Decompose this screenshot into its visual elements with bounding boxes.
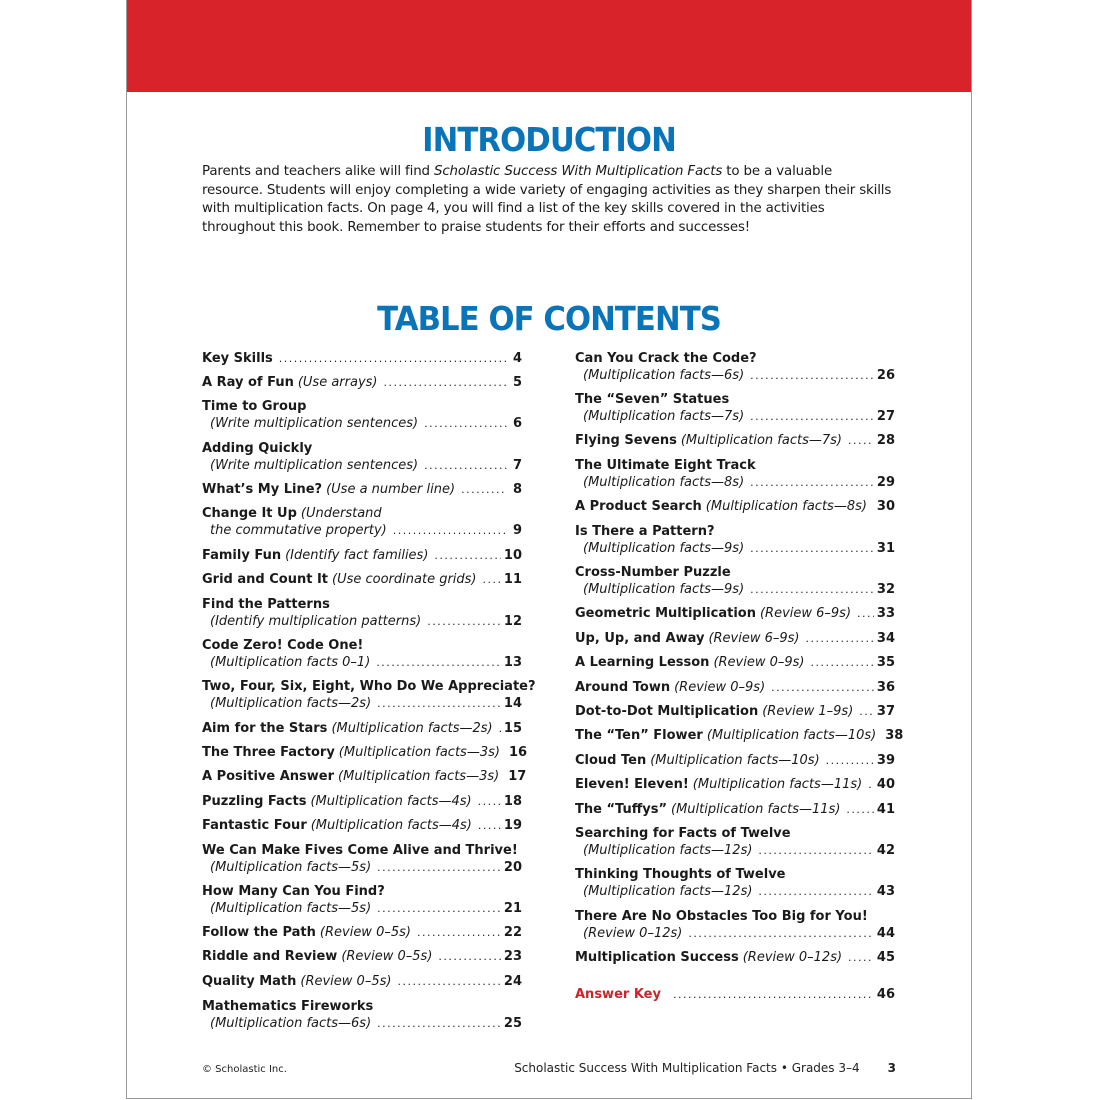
toc-entry[interactable] xyxy=(202,768,527,785)
toc-entry-line xyxy=(202,883,522,900)
toc-entry-page: 43 xyxy=(876,884,895,899)
toc-entry[interactable] xyxy=(202,720,522,737)
toc-entry[interactable] xyxy=(575,457,895,491)
dot-leader xyxy=(857,605,874,622)
toc-entry-line xyxy=(575,523,895,540)
toc-entry-title: A Positive Answer xyxy=(202,769,335,784)
toc-entry-page: 13 xyxy=(503,655,522,670)
toc-entry-page: 15 xyxy=(503,721,522,736)
toc-entry[interactable] xyxy=(575,498,895,515)
toc-entry[interactable] xyxy=(202,505,522,539)
toc-entry-description: (Multiplication facts—4s) xyxy=(310,794,472,809)
toc-entry-page: 46 xyxy=(876,987,895,1002)
toc-entry-description: (Review 0–12s) xyxy=(742,950,843,965)
dot-leader xyxy=(483,571,501,588)
toc-entry-title: Can You Crack the Code? xyxy=(575,351,757,366)
toc-entry-title: We Can Make Fives Come Alive and Thrive! xyxy=(202,843,518,858)
toc-entry[interactable] xyxy=(202,481,522,498)
dot-leader xyxy=(424,415,507,432)
toc-entry-description: (Multiplication facts—6s) xyxy=(583,368,745,383)
toc-entry-title: The Three Factory xyxy=(202,745,335,760)
toc-entry-description: (Multiplication facts—10s) xyxy=(650,753,820,768)
page-footer xyxy=(514,1061,896,1075)
toc-entry-description: (Use coordinate grids) xyxy=(332,572,477,587)
dot-leader xyxy=(846,801,873,818)
toc-entry-line xyxy=(575,801,895,818)
dot-leader xyxy=(806,630,874,647)
toc-entry-line xyxy=(575,564,895,581)
toc-entry-description: (Multiplication facts—12s) xyxy=(583,843,753,858)
toc-entry-line xyxy=(575,703,895,720)
toc-entry-line xyxy=(202,481,522,498)
toc-entry-line xyxy=(575,679,895,696)
toc-entry-line xyxy=(202,678,536,695)
toc-entry-title: Geometric Multiplication xyxy=(575,606,756,621)
toc-entry-page: 19 xyxy=(503,818,522,833)
toc-entry-line xyxy=(575,630,895,647)
toc-entry-page: 29 xyxy=(876,475,895,490)
toc-entry-page: 38 xyxy=(885,728,904,743)
dot-leader xyxy=(848,949,874,966)
toc-entry-title: Up, Up, and Away xyxy=(575,631,705,646)
toc-entry-line xyxy=(202,859,522,876)
toc-entry-title: A Product Search xyxy=(575,499,702,514)
toc-entry-title: Multiplication Success xyxy=(575,950,739,965)
toc-entry-description: (Multiplication facts—5s) xyxy=(210,901,372,916)
toc-entry-line xyxy=(202,973,522,990)
toc-entry-line xyxy=(575,825,895,842)
toc-entry[interactable] xyxy=(575,866,895,900)
dot-leader xyxy=(771,679,874,696)
toc-entry-description: (Multiplication facts—7s) xyxy=(680,433,842,448)
toc-entry-description: (Review 0–5s) xyxy=(300,974,392,989)
toc-entry-line xyxy=(575,350,895,367)
toc-entry-page: 28 xyxy=(876,433,895,448)
dot-leader xyxy=(434,547,501,564)
toc-entry-line xyxy=(575,727,904,744)
toc-entry-line xyxy=(202,457,522,474)
toc-entry-description: (Multiplication facts—5s) xyxy=(210,860,372,875)
toc-entry-description: (Review 0–5s) xyxy=(319,925,411,940)
dot-leader xyxy=(383,374,507,391)
toc-entry-title: Riddle and Review xyxy=(202,949,338,964)
dot-leader xyxy=(377,900,501,917)
book-title-italic: Scholastic Success With Multiplication Facts xyxy=(433,164,723,179)
toc-entry-line xyxy=(575,883,895,900)
copyright-notice: © Scholastic Inc. xyxy=(202,1064,287,1075)
toc-entry[interactable] xyxy=(202,571,522,588)
toc-entry-line xyxy=(202,900,522,917)
toc-entry-description: (Review 6–9s) xyxy=(759,606,852,621)
toc-entry-title: Two, Four, Six, Eight, Who Do We Appreciate? xyxy=(202,679,536,694)
toc-entry-description: (Review 0–5s) xyxy=(341,949,433,964)
dot-leader xyxy=(397,973,500,990)
toc-entry-line xyxy=(202,998,522,1015)
toc-entry-description: (Multiplication facts—8s) xyxy=(583,475,745,490)
toc-entry[interactable] xyxy=(202,973,522,990)
toc-entry-page: 8 xyxy=(512,482,522,497)
toc-entry-line xyxy=(202,768,527,785)
toc-entry-title: Dot-to-Dot Multiplication xyxy=(575,704,759,719)
toc-entry-title: Family Fun xyxy=(202,548,282,563)
toc-entry-description: (Multiplication facts—8s) xyxy=(705,499,867,514)
toc-entry[interactable] xyxy=(575,908,895,942)
toc-entry-line xyxy=(202,374,522,391)
toc-entry-line xyxy=(575,581,895,598)
toc-entry-line xyxy=(202,350,522,367)
toc-entry-line xyxy=(575,949,895,966)
toc-entry-title: Thinking Thoughts of Twelve xyxy=(575,867,786,882)
toc-entry-title: The Ultimate Eight Track xyxy=(575,458,756,473)
dot-leader xyxy=(688,925,874,942)
introduction-paragraph xyxy=(202,163,892,237)
toc-entry-description: the commutative property) xyxy=(210,523,387,538)
page-number: 3 xyxy=(887,1061,896,1075)
toc-entry-description: (Review 6–9s) xyxy=(708,631,800,646)
dot-leader xyxy=(461,481,507,498)
toc-entry-line xyxy=(202,720,522,737)
toc-entry[interactable] xyxy=(202,374,522,391)
toc-entry-title: Puzzling Facts xyxy=(202,794,307,809)
toc-entry-description: (Multiplication facts—10s) xyxy=(706,728,877,743)
dot-leader xyxy=(811,654,874,671)
toc-entry-title: A Learning Lesson xyxy=(575,655,710,670)
dot-leader xyxy=(859,703,874,720)
toc-entry-title: The “Ten” Flower xyxy=(575,728,703,743)
dot-leader xyxy=(673,986,874,1003)
toc-entry-line xyxy=(575,654,895,671)
toc-entry[interactable] xyxy=(202,817,522,834)
toc-entry-title: Cross-Number Puzzle xyxy=(575,565,731,580)
toc-entry-description: (Multiplication facts 0–1) xyxy=(210,655,371,670)
toc-entry-page: 25 xyxy=(503,1016,522,1031)
toc-entry-line xyxy=(202,522,522,539)
toc-entry-description: (Multiplication facts—9s) xyxy=(583,541,745,556)
toc-entry[interactable] xyxy=(575,605,895,622)
toc-entry[interactable] xyxy=(575,825,895,859)
toc-entry-line xyxy=(575,498,895,515)
toc-entry-page: 30 xyxy=(876,499,895,514)
toc-entry-title: What’s My Line? xyxy=(202,482,323,497)
toc-entry-line xyxy=(575,925,895,942)
toc-entry-description: (Multiplication facts—3s) xyxy=(338,745,500,760)
toc-entry-page: 32 xyxy=(876,582,895,597)
toc-entry[interactable] xyxy=(202,793,522,810)
toc-entry-line xyxy=(202,744,528,761)
toc-entry[interactable] xyxy=(575,679,895,696)
toc-entry-line xyxy=(202,654,522,671)
toc-entry[interactable] xyxy=(202,440,522,474)
dot-leader xyxy=(750,367,874,384)
toc-entry-title: Follow the Path xyxy=(202,925,316,940)
toc-entry-page: 40 xyxy=(876,777,895,792)
toc-entry[interactable] xyxy=(575,949,895,966)
dot-leader xyxy=(377,1015,501,1032)
toc-entry-line xyxy=(202,613,522,630)
dot-leader xyxy=(424,457,507,474)
toc-entry-page: 23 xyxy=(503,949,522,964)
toc-entry-page: 11 xyxy=(503,572,522,587)
toc-entry-line xyxy=(202,793,522,810)
toc-entry-description: (Multiplication facts—12s) xyxy=(583,884,753,899)
toc-entry-description: (Multiplication facts—11s) xyxy=(671,802,841,817)
toc-entry-title: How Many Can You Find? xyxy=(202,884,385,899)
toc-entry-title: Quality Math xyxy=(202,974,297,989)
toc-entry-page: 7 xyxy=(512,458,522,473)
toc-entry-line xyxy=(202,505,522,522)
toc-entry[interactable] xyxy=(202,842,522,876)
toc-entry-page: 21 xyxy=(503,901,522,916)
toc-entry-description: (Multiplication facts—7s) xyxy=(583,409,745,424)
toc-entry-title: Code Zero! Code One! xyxy=(202,638,364,653)
toc-entry-line xyxy=(575,776,895,793)
dot-leader xyxy=(873,498,874,515)
dot-leader xyxy=(750,540,874,557)
toc-entry-title: Fantastic Four xyxy=(202,818,307,833)
toc-entry-title: There Are No Obstacles Too Big for You! xyxy=(575,909,868,924)
toc-entry-page: 45 xyxy=(876,950,895,965)
footer-book-title: Scholastic Success With Multiplication Facts • Grades 3–4 xyxy=(514,1061,860,1075)
toc-entry[interactable] xyxy=(202,398,522,432)
toc-entry[interactable] xyxy=(575,523,895,557)
toc-entry-line xyxy=(575,432,895,449)
dot-leader xyxy=(868,776,874,793)
dot-leader xyxy=(499,720,501,737)
toc-entry-line xyxy=(575,474,895,491)
dot-leader xyxy=(377,859,501,876)
dot-leader xyxy=(758,883,873,900)
toc-entry-title: Cloud Ten xyxy=(575,753,647,768)
toc-entry-title: Around Town xyxy=(575,680,671,695)
dot-leader xyxy=(750,581,874,598)
toc-entry-title: Eleven! Eleven! xyxy=(575,777,689,792)
toc-entry[interactable] xyxy=(202,744,528,761)
toc-entry[interactable] xyxy=(202,883,522,917)
toc-entry-description: (Multiplication facts—3s) xyxy=(338,769,500,784)
toc-entry-line xyxy=(575,408,895,425)
toc-entry-title: A Ray of Fun xyxy=(202,375,294,390)
toc-entry-page: 42 xyxy=(876,843,895,858)
toc-entry-page: 5 xyxy=(512,375,522,390)
toc-entry-line xyxy=(202,398,522,415)
toc-entry-line xyxy=(202,1015,522,1032)
toc-entry[interactable] xyxy=(575,703,895,720)
book-page xyxy=(126,0,972,1099)
toc-entry-line xyxy=(202,637,522,654)
toc-entry-page: 24 xyxy=(503,974,522,989)
toc-entry-description: (Review 1–9s) xyxy=(762,704,854,719)
toc-entry-line xyxy=(575,752,895,769)
toc-entry-page: 27 xyxy=(876,409,895,424)
toc-entry[interactable] xyxy=(575,776,895,793)
toc-entry-page: 16 xyxy=(508,745,528,760)
toc-entry[interactable] xyxy=(575,654,895,671)
toc-entry-line xyxy=(202,842,522,859)
toc-entry-description: (Identify multiplication patterns) xyxy=(210,614,422,629)
toc-entry[interactable] xyxy=(575,432,895,449)
toc-entry-title: Flying Sevens xyxy=(575,433,677,448)
toc-entry[interactable] xyxy=(202,547,522,564)
toc-entry-description: (Multiplication facts—9s) xyxy=(583,582,745,597)
toc-entry-title: Searching for Facts of Twelve xyxy=(575,826,791,841)
toc-entry-line xyxy=(575,866,895,883)
toc-entry-page: 37 xyxy=(876,704,895,719)
dot-leader xyxy=(376,654,501,671)
toc-entry-page: 44 xyxy=(876,926,895,941)
toc-entry-description: (Write multiplication sentences) xyxy=(210,458,419,473)
toc-entry-description: (Review 0–9s) xyxy=(713,655,805,670)
toc-entry[interactable] xyxy=(575,630,895,647)
toc-entry[interactable] xyxy=(202,596,522,630)
dot-leader xyxy=(279,350,507,367)
toc-entry-page: 10 xyxy=(503,548,522,563)
dot-leader xyxy=(478,817,501,834)
toc-entry-description: (Multiplication facts—2s) xyxy=(210,696,372,711)
dot-leader xyxy=(417,924,501,941)
toc-entry[interactable] xyxy=(575,986,895,1003)
toc-entry[interactable] xyxy=(575,727,904,744)
dot-leader xyxy=(393,522,507,539)
intro-text-end: to be a valuable resource. Students will enjoy completing a wide variety of engaging activities as they sharpen their skills with multiplication facts. On page 4, you will find a list of the key skills covered in the activities throughout this book. Remember to praise students for their efforts and successes! xyxy=(202,164,892,235)
toc-entry-description: (Write multiplication sentences) xyxy=(210,416,419,431)
toc-entry-page: 18 xyxy=(503,794,522,809)
toc-entry-line xyxy=(575,842,895,859)
toc-entry-line xyxy=(575,540,895,557)
toc-entry-line xyxy=(575,367,895,384)
toc-entry-page: 39 xyxy=(876,753,895,768)
toc-entry-line xyxy=(202,596,522,613)
introduction-heading: INTRODUCTION xyxy=(422,120,676,159)
toc-entry-line xyxy=(202,571,522,588)
toc-entry-description: (Use a number line) xyxy=(326,482,456,497)
toc-entry-line xyxy=(202,547,522,564)
toc-entry-title: Mathematics Fireworks xyxy=(202,999,374,1014)
toc-entry-page: 36 xyxy=(876,680,895,695)
toc-entry-line xyxy=(575,986,895,1003)
toc-entry-title: Answer Key xyxy=(575,987,661,1002)
toc-entry-line xyxy=(575,908,895,925)
toc-entry-line xyxy=(202,415,522,432)
toc-entry-title: Time to Group xyxy=(202,399,307,414)
toc-entry-title: Aim for the Stars xyxy=(202,721,328,736)
dot-leader xyxy=(438,948,501,965)
toc-entry-page: 20 xyxy=(503,860,522,875)
toc-entry-description: (Review 0–12s) xyxy=(583,926,683,941)
toc-entry-line xyxy=(202,924,522,941)
toc-entry[interactable] xyxy=(202,948,522,965)
dot-leader xyxy=(478,793,501,810)
toc-entry[interactable] xyxy=(575,752,895,769)
toc-entry-title: The “Seven” Statues xyxy=(575,392,730,407)
dot-leader xyxy=(427,613,501,630)
toc-entry-page: 6 xyxy=(512,416,522,431)
toc-entry-page: 9 xyxy=(512,523,522,538)
toc-entry-page: 34 xyxy=(876,631,895,646)
toc-entry[interactable] xyxy=(575,350,895,384)
toc-entry-title: Key Skills xyxy=(202,351,273,366)
toc-entry-page: 33 xyxy=(876,606,895,621)
toc-entry-line xyxy=(202,948,522,965)
toc-entry-title: The “Tuffys” xyxy=(575,802,667,817)
dot-leader xyxy=(826,752,874,769)
toc-entry[interactable] xyxy=(202,350,522,367)
toc-entry-page: 4 xyxy=(512,351,522,366)
dot-leader xyxy=(750,408,874,425)
toc-entry-description: (Use arrays) xyxy=(297,375,378,390)
toc-entry[interactable] xyxy=(575,391,895,425)
toc-entry-page: 31 xyxy=(876,541,895,556)
toc-entry-description: (Multiplication facts—6s) xyxy=(210,1016,372,1031)
toc-entry-description: (Multiplication facts—2s) xyxy=(331,721,493,736)
toc-entry-title: Find the Patterns xyxy=(202,597,330,612)
toc-entry[interactable] xyxy=(202,678,536,712)
toc-heading: TABLE OF CONTENTS xyxy=(377,299,721,338)
dot-leader xyxy=(848,432,874,449)
toc-entry-line xyxy=(202,695,522,712)
toc-entry-line xyxy=(202,817,522,834)
toc-entry-description: (Review 0–9s) xyxy=(674,680,766,695)
toc-entry-page: 41 xyxy=(876,802,895,817)
toc-entry-page: 12 xyxy=(503,614,522,629)
toc-entry-line xyxy=(575,457,895,474)
intro-text-start: Parents and teachers alike will find xyxy=(202,164,434,179)
red-banner xyxy=(127,0,971,92)
toc-entry-title: Grid and Count It xyxy=(202,572,329,587)
toc-entry[interactable] xyxy=(575,564,895,598)
toc-entry-page: 14 xyxy=(503,696,522,711)
toc-entry[interactable] xyxy=(202,637,522,671)
toc-entry-line xyxy=(202,440,522,457)
toc-entry-line xyxy=(575,391,895,408)
toc-entry[interactable] xyxy=(575,801,895,818)
toc-entry-description: (Understand xyxy=(300,506,382,521)
dot-leader xyxy=(750,474,874,491)
toc-entry[interactable] xyxy=(202,924,522,941)
dot-leader xyxy=(377,695,501,712)
toc-entry-page: 26 xyxy=(876,368,895,383)
dot-leader xyxy=(758,842,873,859)
toc-entry-description: (Multiplication facts—11s) xyxy=(692,777,863,792)
toc-entry-title: Is There a Pattern? xyxy=(575,524,715,539)
toc-entry-page: 22 xyxy=(503,925,522,940)
toc-entry-title: Adding Quickly xyxy=(202,441,313,456)
toc-entry-page: 35 xyxy=(876,655,895,670)
toc-entry-page: 17 xyxy=(508,769,527,784)
toc-entry-title: Change It Up xyxy=(202,506,297,521)
toc-entry-description: (Multiplication facts—4s) xyxy=(310,818,472,833)
toc-entry-line xyxy=(575,605,895,622)
toc-entry[interactable] xyxy=(202,998,522,1032)
toc-entry-description: (Identify fact families) xyxy=(285,548,429,563)
